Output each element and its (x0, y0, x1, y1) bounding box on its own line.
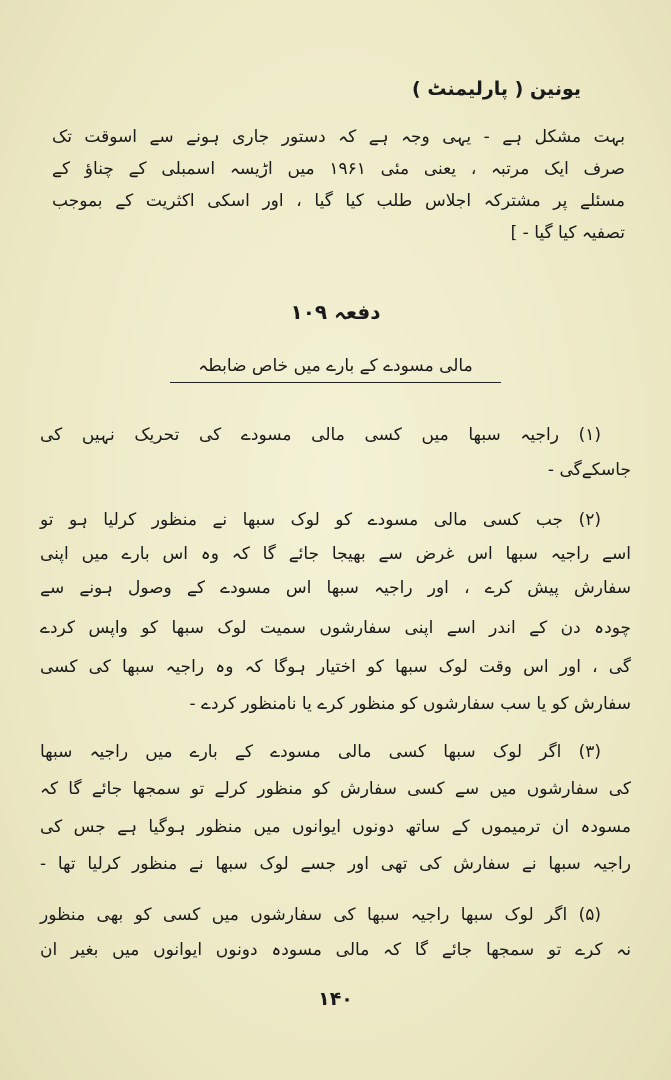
section-title: مالی مسودے کے بارے میں خاص ضابطہ (170, 355, 501, 383)
page-number: ۱۴۰ (318, 988, 353, 1010)
intro-line: تصفیہ کیا گیا - ] (510, 223, 625, 243)
body-line: (۲) جب کسی مالی مسودے کو لوک سبھا نے منظور کرلیا ہو تو (40, 510, 601, 530)
body-line: کی سفارشوں میں سے کسی سفارش کو منظور کرلے تو سمجھا جائے گا کہ (40, 779, 631, 799)
body-line: مسودہ ان ترمیموں کے ساتھ دونوں ایوانوں میں منظور ہوگیا ہے جس کی (40, 817, 631, 837)
body-line: نہ کرے تو سمجھا جائے گا کہ مالی مسودہ دونوں ایوانوں میں بغیر ان (40, 940, 631, 960)
section-number: دفعہ ۱۰۹ (290, 300, 381, 324)
intro-line: صرف ایک مرتبہ ، یعنی مئی ۱۹۶۱ میں اڑیسہ اسمبلی کے چناؤ کے (52, 159, 625, 179)
body-line: اسے راجیہ سبھا اس غرض سے بھیجا جائے گا کہ وہ اس بارے میں اپنی (40, 544, 631, 564)
body-line: سفارش کو یا سب سفارشوں کو منظور کرے یا نامنظور کردے - (189, 694, 631, 714)
body-line: چودہ دن کے اندر اسے اپنی سفارشوں سمیت لوک سبھا کو واپس کردے (40, 618, 631, 638)
intro-line: بہت مشکل ہے - یہی وجہ ہے کہ دستور جاری ہونے سے اسوقت تک (52, 127, 625, 147)
running-header: یونین ( پارلیمنٹ ) (412, 78, 581, 100)
body-line: راجیہ سبھا نے سفارش کی تھی اور جسے لوک سبھا نے منظور کرلیا تھا - (40, 854, 631, 874)
body-line: سفارش پیش کرے ، اور راجیہ سبھا اس مسودے کے وصول ہونے سے (40, 578, 631, 598)
body-line: (۵) اگر لوک سبھا راجیہ سبھا کی سفارشوں میں کسی کو بھی منظور (40, 905, 601, 925)
body-line: (۳) اگر لوک سبھا کسی مالی مسودے کے بارے میں راجیہ سبھا (40, 742, 601, 762)
body-line: جاسکےگی - (547, 460, 631, 480)
intro-line: مسئلے پر مشترکہ اجلاس طلب کیا گیا ، اور اسکی اکثریت کے بموجب (52, 191, 625, 211)
body-line: (۱) راجیہ سبھا میں کسی مالی مسودے کی تحریک نہیں کی (40, 425, 601, 445)
body-line: گی ، اور اس وقت لوک سبھا کو اختیار ہوگا کہ وہ راجیہ سبھا کی کسی (40, 657, 631, 677)
